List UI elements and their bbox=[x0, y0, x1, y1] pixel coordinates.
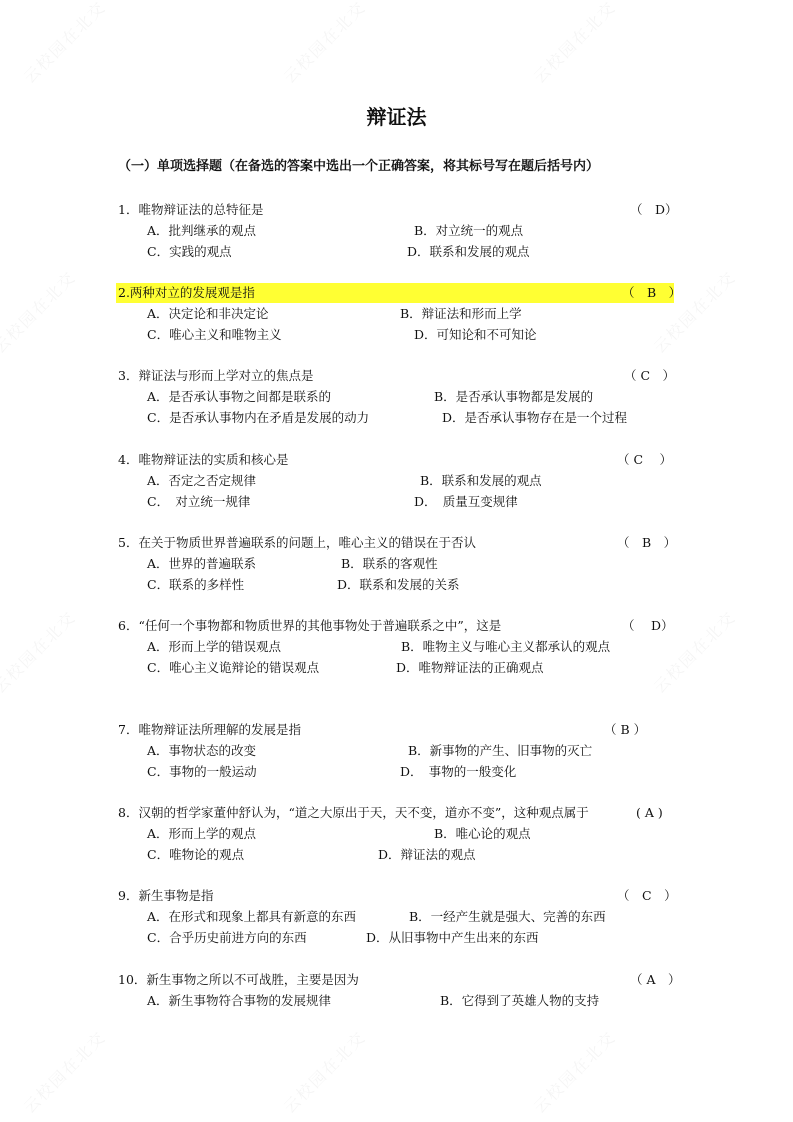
watermark-6 bbox=[0, 605, 80, 698]
question-stem: 10．新生事物之所以不可战胜，主要是因为 bbox=[118, 972, 359, 987]
watermark-2 bbox=[278, 0, 371, 88]
question-stem: 1．唯物辩证法的总特征是 bbox=[118, 202, 264, 217]
option-b: B．新事物的产生、旧事物的灭亡 bbox=[408, 743, 593, 758]
answer-bracket: （ B ） bbox=[622, 285, 682, 300]
option-d: D．唯物辩证法的正确观点 bbox=[396, 660, 544, 675]
option-c: C． 对立统一规律 bbox=[147, 494, 251, 509]
option-c: C．合乎历史前进方向的东西 bbox=[147, 930, 307, 945]
question-stem: 6．“任何一个事物都和物质世界的其他事物处于普遍联系之中”，这是 bbox=[118, 618, 502, 633]
option-d: D．联系和发展的观点 bbox=[407, 244, 530, 259]
option-c: C．实践的观点 bbox=[147, 244, 232, 259]
watermark-3 bbox=[528, 0, 621, 88]
option-d: D．从旧事物中产生出来的东西 bbox=[366, 930, 539, 945]
option-b: B．辩证法和形而上学 bbox=[400, 306, 522, 321]
option-d: D．联系和发展的关系 bbox=[337, 577, 460, 592]
answer-bracket: （ C ） bbox=[617, 888, 677, 903]
option-a: A．世界的普遍联系 bbox=[147, 556, 257, 571]
option-b: B．它得到了英雄人物的支持 bbox=[440, 993, 600, 1008]
answer-bracket: （ D） bbox=[630, 202, 678, 217]
option-c: C．联系的多样性 bbox=[147, 577, 245, 592]
answer-bracket: ( A ) bbox=[636, 805, 663, 820]
answer-bracket: （ D） bbox=[622, 618, 674, 633]
answer-bracket: （ B ） bbox=[617, 535, 677, 550]
option-b: B．联系和发展的观点 bbox=[420, 473, 542, 488]
option-a: A．事物状态的改变 bbox=[147, 743, 257, 758]
option-b: B．联系的客观性 bbox=[341, 556, 438, 571]
option-b: B．唯物主义与唯心主义都承认的观点 bbox=[401, 639, 611, 654]
option-b: B．一经产生就是强大、完善的东西 bbox=[409, 909, 606, 924]
option-d: D． 质量互变规律 bbox=[414, 494, 518, 509]
question-stem: 8．汉朝的哲学家董仲舒认为，“道之大原出于天，天不变，道亦不变”，这种观点属于 bbox=[118, 805, 589, 820]
question-stem: 9．新生事物是指 bbox=[118, 888, 214, 903]
option-d: D． 事物的一般变化 bbox=[400, 764, 517, 779]
question-stem: 2.两种对立的发展观是指 bbox=[118, 285, 255, 300]
option-d: D．是否承认事物存在是一个过程 bbox=[442, 410, 628, 425]
watermark-1 bbox=[18, 0, 111, 88]
watermark-10 bbox=[528, 1025, 621, 1118]
watermark-8 bbox=[18, 1025, 111, 1118]
option-a: A．是否承认事物之间都是联系的 bbox=[147, 389, 332, 404]
question-stem: 7．唯物辩证法所理解的发展是指 bbox=[118, 722, 301, 737]
option-a: A．决定论和非决定论 bbox=[147, 306, 269, 321]
question-stem: 5．在关于物质世界普遍联系的问题上，唯心主义的错误在于否认 bbox=[118, 535, 476, 550]
section-heading: （一）单项选择题（在备选的答案中选出一个正确答案，将其标号写在题后括号内） bbox=[118, 159, 600, 174]
option-a: A．新生事物符合事物的发展规律 bbox=[147, 993, 332, 1008]
watermark-9 bbox=[278, 1025, 371, 1118]
option-c: C．事物的一般运动 bbox=[147, 764, 257, 779]
option-b: B．对立统一的观点 bbox=[414, 223, 524, 238]
question-stem: 4．唯物辩证法的实质和核心是 bbox=[118, 452, 289, 467]
option-a: A．在形式和现象上都具有新意的东西 bbox=[147, 909, 357, 924]
option-c: C．唯心主义和唯物主义 bbox=[147, 327, 282, 342]
option-a: A．形而上学的错误观点 bbox=[147, 639, 282, 654]
option-d: D．可知论和不可知论 bbox=[414, 327, 537, 342]
answer-bracket: （ A ） bbox=[630, 972, 681, 987]
question-stem: 3．辩证法与形而上学对立的焦点是 bbox=[118, 368, 314, 383]
option-d: D．辩证法的观点 bbox=[378, 847, 476, 862]
document-title: 辩证法 bbox=[366, 105, 427, 129]
option-b: B．唯心论的观点 bbox=[434, 826, 531, 841]
option-a: A．批判继承的观点 bbox=[147, 223, 257, 238]
option-a: A．形而上学的观点 bbox=[147, 826, 257, 841]
answer-bracket: （ C ） bbox=[624, 368, 676, 383]
answer-bracket: （ B ） bbox=[604, 722, 647, 737]
option-c: C．唯物论的观点 bbox=[147, 847, 245, 862]
option-c: C．是否承认事物内在矛盾是发展的动力 bbox=[147, 410, 370, 425]
watermark-4 bbox=[0, 265, 80, 358]
option-c: C．唯心主义诡辩论的错误观点 bbox=[147, 660, 320, 675]
answer-bracket: （ C ） bbox=[617, 452, 673, 467]
option-a: A．否定之否定规律 bbox=[147, 473, 257, 488]
watermark-5 bbox=[648, 265, 741, 358]
option-b: B．是否承认事物都是发展的 bbox=[434, 389, 594, 404]
